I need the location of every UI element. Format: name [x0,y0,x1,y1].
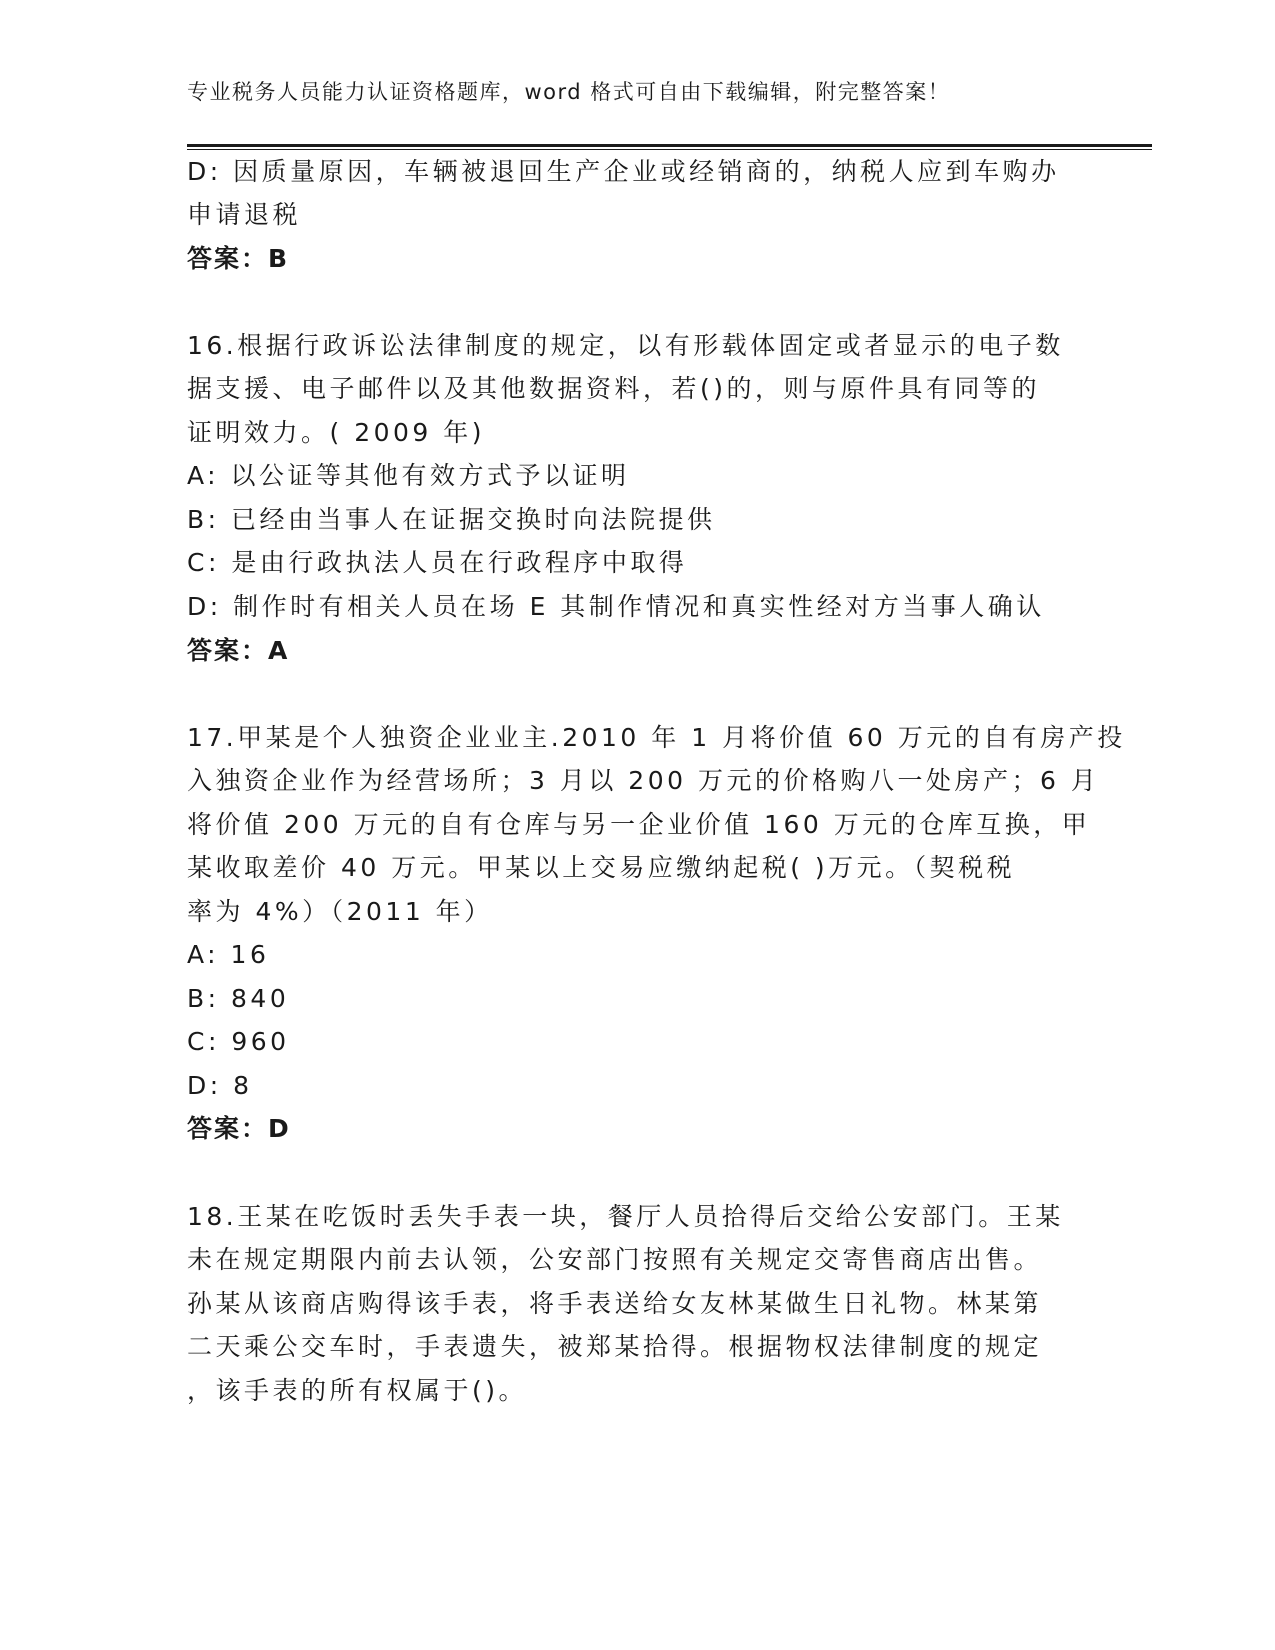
q18-stem-line2: 未在规定期限内前去认领，公安部门按照有关规定交寄售商店出售。 [187,1245,1043,1274]
q17-option-c: C: 960 [187,1027,290,1056]
q17-answer: 答案：D [187,1114,291,1143]
header-divider-thick [187,144,1152,147]
header-divider-thin [187,149,1152,150]
q17-option-d: D: 8 [187,1071,253,1100]
q17-option-a: A: 16 [187,940,270,969]
q18-stem-line5: ，该手表的所有权属于()。 [187,1376,528,1405]
q16-option-d: D: 制作时有相关人员在场 E 其制作情况和真实性经对方当事人确认 [187,592,1045,621]
q15-answer: 答案：B [187,244,290,273]
q16-answer: 答案：A [187,636,290,665]
q15-option-d-line1: D: 因质量原因，车辆被退回生产企业或经销商的，纳税人应到车购办 [187,157,1060,186]
q17-stem-line1: 17.甲某是个人独资企业业主.2010 年 1 月将价值 60 万元的自有房产投 [187,723,1126,752]
q18-stem-line3: 孙某从该商店购得该手表，将手表送给女友林某做生日礼物。林某第 [187,1289,1043,1318]
q18-stem-line4: 二天乘公交车时，手表遗失，被郑某拾得。根据物权法律制度的规定 [187,1332,1043,1361]
q16-option-c: C: 是由行政执法人员在行政程序中取得 [187,548,688,577]
q16-stem-line3: 证明效力。( 2009 年) [187,418,486,447]
q16-option-b: B: 已经由当事人在证据交换时向法院提供 [187,505,716,534]
q17-stem-line2: 入独资企业作为经营场所；3 月以 200 万元的价格购八一处房产；6 月 [187,766,1100,795]
q17-stem-line4: 某收取差价 40 万元。甲某以上交易应缴纳起税( )万元。（契税税 [187,853,1016,882]
q18-stem-line1: 18.王某在吃饭时丢失手表一块，餐厅人员拾得后交给公安部门。王某 [187,1202,1064,1231]
q17-stem-line3: 将价值 200 万元的自有仓库与另一企业价值 160 万元的仓库互换，甲 [187,810,1091,839]
q16-stem-line2: 据支援、电子邮件以及其他数据资料，若()的，则与原件具有同等的 [187,374,1041,403]
q15-option-d-line2: 申请退税 [187,200,302,229]
q16-option-a: A: 以公证等其他有效方式予以证明 [187,461,630,490]
q17-option-b: B: 840 [187,984,290,1013]
q17-stem-line5: 率为 4%）（2011 年） [187,897,493,926]
q16-stem-line1: 16.根据行政诉讼法律制度的规定，以有形载体固定或者显示的电子数 [187,331,1064,360]
page-header: 专业税务人员能力认证资格题库，word 格式可自由下载编辑，附完整答案！ [187,80,951,104]
